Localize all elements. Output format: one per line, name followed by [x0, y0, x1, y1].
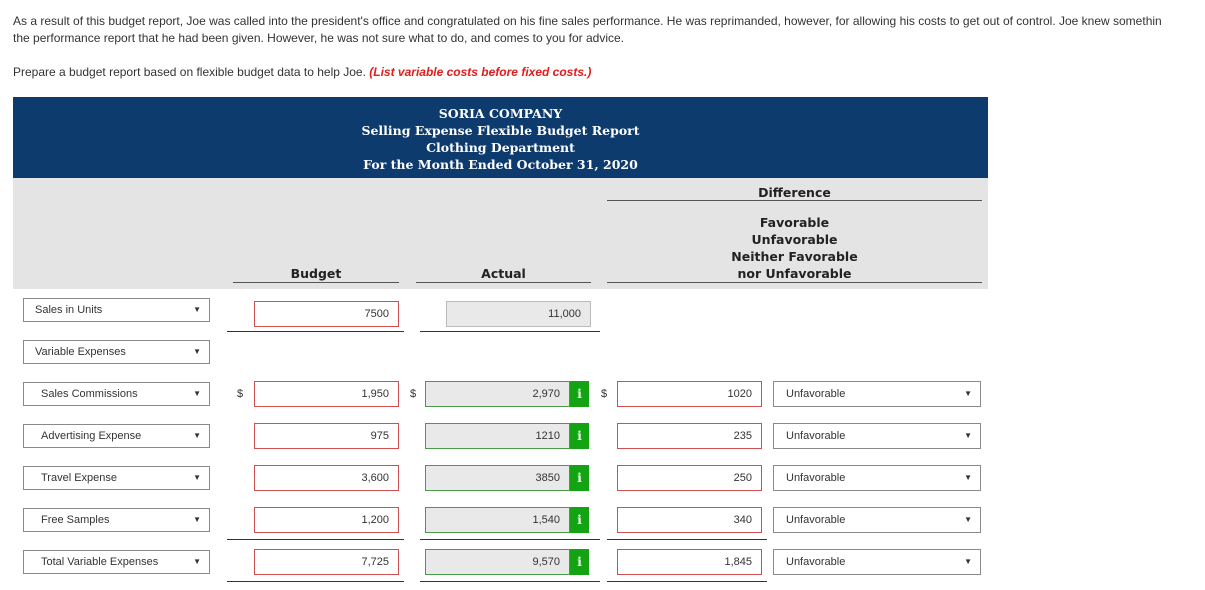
sales-commissions-label-select[interactable]	[23, 382, 210, 406]
select-value: Free Samples	[41, 514, 110, 526]
problem-statement	[13, 13, 1203, 47]
row-underline	[227, 539, 404, 540]
advertising-budget-input[interactable]: 975	[254, 423, 399, 449]
advertising-actual-input[interactable]: 1210	[425, 423, 570, 449]
difference-header-rule	[607, 200, 982, 201]
advertising-status-select[interactable]	[773, 423, 981, 449]
report-title: Selling Expense Flexible Budget Report	[361, 123, 640, 138]
info-icon[interactable]: i	[570, 381, 589, 407]
company-name: SORIA COMPANY	[438, 106, 563, 121]
select-value: Unfavorable	[786, 514, 846, 526]
instruction	[13, 65, 591, 79]
total-variable-status-select[interactable]	[773, 549, 981, 575]
chevron-down-icon: ▼	[193, 431, 201, 440]
samples-status-select[interactable]	[773, 507, 981, 533]
actual-column-header: Actual	[481, 266, 526, 281]
chevron-down-icon: ▼	[193, 515, 201, 524]
travel-status-select[interactable]	[773, 465, 981, 491]
select-value: Sales in Units	[35, 304, 103, 316]
travel-actual-input[interactable]: 3850	[425, 465, 570, 491]
select-value: Total Variable Expenses	[41, 556, 159, 568]
row-underline	[420, 581, 600, 582]
row-underline	[607, 539, 767, 540]
report-period: For the Month Ended October 31, 2020	[363, 157, 638, 172]
chevron-down-icon: ▼	[193, 305, 201, 314]
department-name: Clothing Department	[426, 140, 575, 155]
total-variable-label-select[interactable]	[23, 550, 210, 574]
chevron-down-icon: ▼	[193, 557, 201, 566]
advertising-label-select[interactable]	[23, 424, 210, 448]
chevron-down-icon: ▼	[964, 431, 972, 440]
dollar-sign: $	[237, 388, 244, 400]
advertising-difference-input[interactable]: 235	[617, 423, 762, 449]
select-value: Sales Commissions	[41, 388, 138, 400]
row-underline	[607, 581, 767, 582]
sales-units-actual-input[interactable]: 11,000	[446, 301, 591, 327]
select-value: Unfavorable	[786, 556, 846, 568]
commissions-status-select[interactable]	[773, 381, 981, 407]
problem-text-line-1: As a result of this budget report, Joe was called into the president's office and congratulated on his fine sales performance. He was reprimanded, however, for allowing his costs to get out of control. Joe knew somethin	[13, 14, 1162, 28]
diff-option-nor: nor Unfavorable	[737, 266, 852, 281]
diff-option-unfavorable: Unfavorable	[751, 232, 838, 247]
variable-expenses-label-select[interactable]	[23, 340, 210, 364]
free-samples-label-select[interactable]	[23, 508, 210, 532]
row-underline	[227, 581, 404, 582]
dollar-sign: $	[410, 388, 417, 400]
row-underline	[420, 539, 600, 540]
instruction-text: Prepare a budget report based on flexible budget data to help Joe.	[13, 65, 366, 79]
chevron-down-icon: ▼	[193, 389, 201, 398]
budget-column-rule	[233, 282, 399, 283]
row-underline	[227, 331, 404, 332]
travel-budget-input[interactable]: 3,600	[254, 465, 399, 491]
actual-column-rule	[416, 282, 591, 283]
dollar-sign: $	[601, 388, 608, 400]
total-variable-budget-input[interactable]: 7,725	[254, 549, 399, 575]
commissions-actual-input[interactable]: 2,970	[425, 381, 570, 407]
samples-difference-input[interactable]: 340	[617, 507, 762, 533]
chevron-down-icon: ▼	[964, 389, 972, 398]
select-value: Unfavorable	[786, 472, 846, 484]
diff-option-favorable: Favorable	[759, 215, 830, 230]
select-value: Unfavorable	[786, 430, 846, 442]
info-icon[interactable]: i	[570, 465, 589, 491]
commissions-budget-input[interactable]: 1,950	[254, 381, 399, 407]
select-value: Advertising Expense	[41, 430, 142, 442]
difference-column-rule	[607, 282, 982, 283]
chevron-down-icon: ▼	[964, 473, 972, 482]
chevron-down-icon: ▼	[193, 347, 201, 356]
chevron-down-icon: ▼	[964, 515, 972, 524]
select-value: Unfavorable	[786, 388, 846, 400]
difference-column-header: Difference	[758, 185, 831, 200]
chevron-down-icon: ▼	[193, 473, 201, 482]
total-variable-actual-input[interactable]: 9,570	[425, 549, 570, 575]
chevron-down-icon: ▼	[964, 557, 972, 566]
travel-label-select[interactable]	[23, 466, 210, 490]
instruction-note: (List variable costs before fixed costs.)	[369, 65, 592, 79]
row-underline	[420, 331, 600, 332]
budget-column-header: Budget	[290, 266, 342, 281]
samples-actual-input[interactable]: 1,540	[425, 507, 570, 533]
select-value: Variable Expenses	[35, 346, 126, 358]
travel-difference-input[interactable]: 250	[617, 465, 762, 491]
total-variable-difference-input[interactable]: 1,845	[617, 549, 762, 575]
info-icon[interactable]: i	[570, 549, 589, 575]
info-icon[interactable]: i	[570, 423, 589, 449]
diff-option-neither: Neither Favorable	[731, 249, 858, 264]
problem-text-line-2: the performance report that he had been given. However, he was not sure what to do, and comes to you for advice.	[13, 31, 625, 45]
report-header	[13, 97, 988, 178]
commissions-difference-input[interactable]: 1020	[617, 381, 762, 407]
select-value: Travel Expense	[41, 472, 118, 484]
info-icon[interactable]: i	[570, 507, 589, 533]
sales-units-label-select[interactable]	[23, 298, 210, 322]
samples-budget-input[interactable]: 1,200	[254, 507, 399, 533]
sales-units-budget-input[interactable]: 7500	[254, 301, 399, 327]
